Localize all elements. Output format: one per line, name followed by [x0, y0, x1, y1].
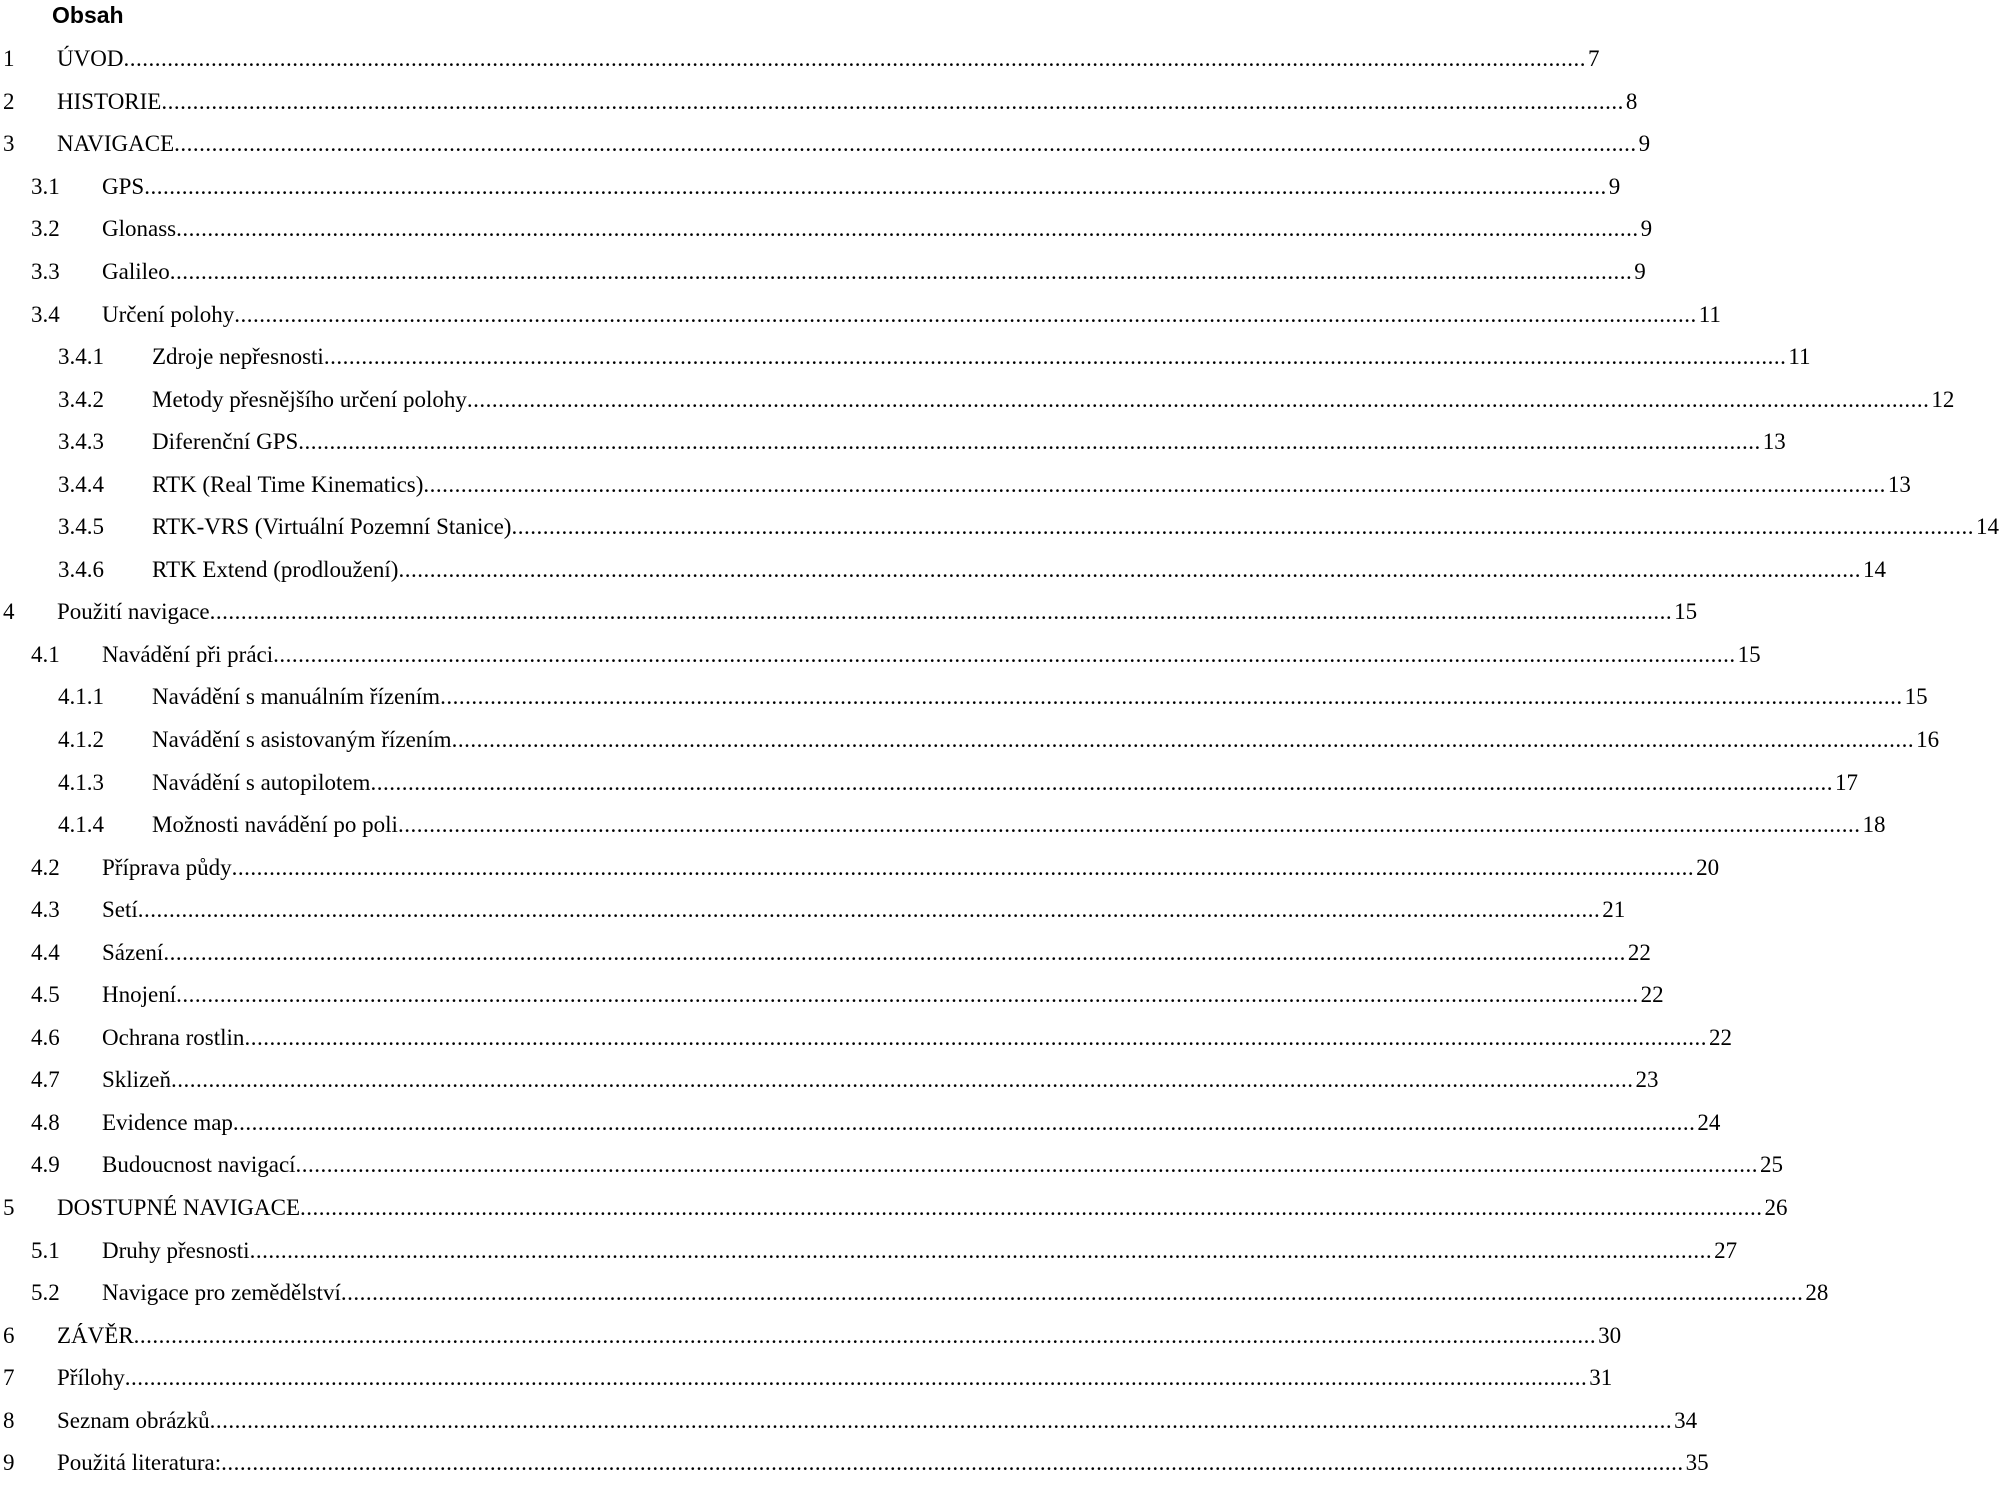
toc-entry-number: 4.1.2 — [58, 727, 104, 753]
toc-entry-line — [102, 1144, 1784, 1187]
toc-entry-page-number: 28 — [1805, 1280, 1829, 1306]
toc-entry-page-number: 15 — [1904, 684, 1928, 710]
toc-entry-dot-leader: .......................................................................................................................................................................................................................................... — [124, 1365, 1588, 1391]
toc-entry-line — [57, 1357, 1613, 1400]
toc-entry-page-number: 14 — [1975, 514, 1999, 540]
toc-entry-line — [152, 336, 1811, 379]
toc-entry-dot-leader: .......................................................................................................................................................................................................................................... — [451, 727, 1915, 753]
toc-entry-number: 4.6 — [31, 1024, 60, 1050]
toc-entry-label: Možnosti navádění po poli — [152, 812, 398, 838]
toc-entry[interactable] — [0, 123, 1651, 166]
toc-entry[interactable] — [0, 1102, 1721, 1145]
toc-entry-dot-leader: .......................................................................................................................................................................................................................................... — [340, 1280, 1804, 1306]
toc-entry-dot-leader: .......................................................................................................................................................................................................................................... — [161, 88, 1624, 114]
toc-entry-label: Budoucnost navigací — [102, 1152, 296, 1178]
toc-entry-dot-leader: .......................................................................................................................................................................................................................................... — [174, 131, 1637, 157]
toc-entry-page-number: 23 — [1635, 1067, 1659, 1093]
toc-entry-page-number: 13 — [1887, 471, 1911, 497]
toc-entry-label: Evidence map — [102, 1109, 233, 1135]
toc-entry-label: Navádění s asistovaným řízením — [152, 727, 452, 753]
toc-entry-line — [152, 506, 1999, 549]
toc-entry-number: 4.1.3 — [58, 769, 104, 795]
toc-entry-dot-leader: .......................................................................................................................................................................................................................................... — [232, 1109, 1696, 1135]
toc-entry[interactable] — [0, 38, 1600, 81]
toc-entry-line — [57, 1400, 1698, 1443]
toc-entry[interactable] — [0, 676, 1928, 719]
toc-entry[interactable] — [0, 591, 1698, 634]
toc-entry[interactable] — [0, 1357, 1613, 1400]
toc-entry-page-number: 35 — [1685, 1450, 1709, 1476]
toc-entry[interactable] — [0, 336, 1811, 379]
toc-entry-page-number: 22 — [1627, 939, 1651, 965]
toc-entry-line — [57, 81, 1638, 124]
toc-entry-label: DOSTUPNÉ NAVIGACE — [57, 1195, 301, 1221]
toc-entry-dot-leader: .......................................................................................................................................................................................................................................... — [133, 1322, 1597, 1348]
toc-entry-label: Navádění při práci — [102, 641, 274, 667]
toc-entry-number: 3.4.5 — [58, 514, 104, 540]
toc-entry-page-number: 16 — [1916, 727, 1940, 753]
toc-entry-label: Příprava půdy — [102, 854, 232, 880]
toc-entry[interactable] — [0, 1314, 1622, 1357]
toc-entry-dot-leader: .......................................................................................................................................................................................................................................... — [244, 1024, 1707, 1050]
toc-entry-page-number: 8 — [1625, 88, 1638, 114]
toc-entry-dot-leader: .......................................................................................................................................................................................................................................... — [440, 684, 1903, 710]
toc-entry-line — [152, 719, 1940, 762]
toc-entry-line — [57, 1314, 1622, 1357]
toc-entry-number: 3.4.4 — [58, 471, 104, 497]
toc-entry[interactable] — [0, 1017, 1732, 1060]
toc-entry[interactable] — [0, 166, 1621, 209]
toc-entry-page-number: 22 — [1708, 1024, 1732, 1050]
toc-entry-dot-leader: .......................................................................................................................................................................................................................................... — [171, 1067, 1634, 1093]
toc-entry-label: Navádění s autopilotem — [152, 769, 371, 795]
toc-entry-line — [152, 549, 1886, 592]
toc-entry-number: 8 — [3, 1407, 15, 1433]
toc-entry-dot-leader: .......................................................................................................................................................................................................................................... — [249, 1237, 1713, 1263]
toc-entry[interactable] — [0, 549, 1886, 592]
toc-entry-line — [57, 123, 1651, 166]
toc-entry-number: 5.2 — [31, 1280, 60, 1306]
toc-entry-number: 3.3 — [31, 259, 60, 284]
toc-entry[interactable] — [0, 208, 1653, 251]
toc-entry-number: 4.2 — [31, 854, 60, 880]
toc-entry-label: Setí — [102, 897, 138, 923]
toc-entry-dot-leader: .......................................................................................................................................................................................................................................... — [398, 556, 1861, 582]
toc-entry-label: RTK-VRS (Virtuální Pozemní Stanice) — [152, 514, 512, 540]
toc-entry-dot-leader: .......................................................................................................................................................................................................................................... — [137, 897, 1601, 923]
toc-entry-page-number: 31 — [1589, 1365, 1613, 1391]
toc-entry-line — [102, 293, 1721, 336]
toc-entry-label: Diferenční GPS — [152, 429, 299, 455]
toc-entry-label: Použití navigace — [57, 599, 210, 625]
toc-entry-dot-leader: .......................................................................................................................................................................................................................................... — [273, 641, 1736, 667]
toc-entry-page-number: 17 — [1834, 769, 1858, 795]
toc-entry-line — [102, 1272, 1829, 1315]
toc-entry-number: 3 — [3, 131, 15, 157]
toc-entry-dot-leader: .......................................................................................................................................................................................................................................... — [234, 301, 1697, 327]
toc-entry-page-number: 11 — [1698, 301, 1721, 327]
toc-entry-number: 4.9 — [31, 1152, 60, 1178]
toc-entry-dot-leader: .......................................................................................................................................................................................................................................... — [231, 854, 1695, 880]
toc-entry[interactable] — [0, 421, 1786, 464]
toc-entry-line — [102, 634, 1761, 677]
toc-entry-number: 4 — [3, 599, 15, 625]
toc-entry-page-number: 9 — [1640, 216, 1653, 242]
toc-entry[interactable] — [0, 1059, 1659, 1102]
toc-entry-page-number: 15 — [1674, 599, 1698, 625]
toc-entry-label: Galileo — [102, 259, 170, 284]
toc-entry-dot-leader: .......................................................................................................................................................................................................................................... — [209, 1407, 1673, 1433]
toc-entry-line — [102, 1102, 1721, 1145]
toc-entry-number: 3.4.6 — [58, 556, 104, 582]
toc-entry-label: Zdroje nepřesnosti — [152, 344, 324, 370]
toc-title: Obsah — [52, 2, 124, 28]
toc-entry-line — [152, 804, 1886, 847]
toc-entry[interactable] — [0, 463, 1911, 506]
toc-entry-dot-leader: .......................................................................................................................................................................................................................................... — [370, 769, 1833, 795]
toc-entry-number: 3.1 — [31, 173, 60, 199]
toc-entry-number: 3.2 — [31, 216, 60, 242]
toc-entry-label: Sklizeň — [102, 1067, 171, 1093]
toc-entry-page-number: 21 — [1602, 897, 1626, 923]
toc-entry-number: 2 — [3, 88, 15, 114]
toc-entry[interactable] — [0, 761, 1858, 804]
toc-entry-number: 3.4.2 — [58, 386, 104, 412]
toc-entry-number: 3.4 — [31, 301, 60, 327]
toc-entry-line — [57, 1187, 1788, 1230]
toc-entry-page-number: 12 — [1931, 386, 1955, 412]
toc-entry[interactable] — [0, 81, 1638, 124]
toc-entry-number: 4.5 — [31, 982, 60, 1008]
toc-entry-label: RTK (Real Time Kinematics) — [152, 471, 424, 497]
toc-entry-line — [57, 591, 1698, 634]
toc-entry-label: Druhy přesnosti — [102, 1237, 250, 1263]
toc-entry-page-number: 11 — [1788, 344, 1811, 370]
toc-entry-page-number: 24 — [1697, 1109, 1721, 1135]
toc-entry-label: RTK Extend (prodloužení) — [152, 556, 399, 582]
toc-entry-page-number: 26 — [1764, 1195, 1788, 1221]
toc-entry[interactable] — [0, 506, 1999, 549]
toc-entry-page-number: 9 — [1638, 131, 1651, 157]
toc-entry-dot-leader: .......................................................................................................................................................................................................................................... — [163, 939, 1626, 965]
toc-entry-label: Sázení — [102, 939, 164, 965]
toc-entry-label: Ochrana rostlin — [102, 1024, 245, 1050]
toc-entry-number: 3.4.3 — [58, 429, 104, 455]
toc-entry-label: Přílohy — [57, 1365, 125, 1391]
toc-entry-number: 4.3 — [31, 897, 60, 923]
toc-entry[interactable] — [0, 889, 1626, 932]
toc-entry-dot-leader: .......................................................................................................................................................................................................................................... — [221, 1450, 1684, 1476]
toc-entry-line — [152, 463, 1911, 506]
toc-entry-line — [102, 974, 1664, 1017]
toc-entry-dot-leader: .......................................................................................................................................................................................................................................... — [397, 812, 1861, 838]
toc-entry-page-number: 7 — [1587, 46, 1600, 72]
toc-entry-line — [152, 421, 1786, 464]
toc-entry-line — [152, 676, 1928, 719]
toc-entry-line — [102, 166, 1621, 209]
toc-entry[interactable] — [0, 931, 1651, 974]
toc-entry-label: HISTORIE — [57, 88, 162, 114]
toc-entry-dot-leader: .......................................................................................................................................................................................................................................... — [176, 216, 1639, 242]
toc-entry-dot-leader: .......................................................................................................................................................................................................................................... — [466, 386, 1930, 412]
toc-entry-number: 4.1.4 — [58, 812, 104, 838]
toc-entry[interactable] — [0, 1272, 1829, 1315]
toc-entry-number: 7 — [3, 1365, 15, 1391]
toc-entry-page-number: 25 — [1760, 1152, 1784, 1178]
toc-entry-page-number: 22 — [1640, 982, 1664, 1008]
toc-entry-page-number: 18 — [1862, 812, 1886, 838]
toc-entry[interactable] — [0, 1400, 1698, 1443]
toc-entry[interactable] — [0, 251, 1646, 294]
toc-entry-label: Hnojení — [102, 982, 177, 1008]
toc-entry-dot-leader: .......................................................................................................................................................................................................................................... — [298, 429, 1761, 455]
toc-entry-dot-leader: .......................................................................................................................................................................................................................................... — [423, 471, 1886, 497]
toc-entry-label: NAVIGACE — [57, 131, 175, 157]
toc-entry[interactable] — [0, 1229, 1738, 1272]
toc-entry-line — [102, 1059, 1659, 1102]
toc-entry-dot-leader: .......................................................................................................................................................................................................................................... — [169, 259, 1633, 284]
toc-entry-number: 6 — [3, 1322, 15, 1348]
toc-entry-line — [152, 761, 1858, 804]
toc-entry-dot-leader: .......................................................................................................................................................................................................................................... — [176, 982, 1639, 1008]
toc-list — [0, 38, 1999, 1485]
toc-entry-page-number: 27 — [1714, 1237, 1738, 1263]
toc-entry-number: 4.7 — [31, 1067, 60, 1093]
toc-entry[interactable] — [0, 1187, 1788, 1230]
toc-entry-number: 3.4.1 — [58, 344, 104, 370]
toc-entry-number: 5 — [3, 1195, 15, 1221]
toc-entry-line — [152, 378, 1955, 421]
toc-entry-page-number: 9 — [1608, 173, 1621, 199]
toc-entry-page-number: 15 — [1737, 641, 1761, 667]
toc-entry-page-number: 34 — [1674, 1407, 1698, 1433]
toc-entry[interactable] — [0, 1144, 1784, 1187]
toc-entry-dot-leader: .......................................................................................................................................................................................................................................... — [123, 46, 1586, 72]
toc-entry-dot-leader: .......................................................................................................................................................................................................................................... — [300, 1195, 1763, 1221]
toc-entry-number: 4.8 — [31, 1109, 60, 1135]
toc-entry-label: ZÁVĚR — [57, 1322, 134, 1348]
toc-entry-dot-leader: .......................................................................................................................................................................................................................................... — [209, 599, 1673, 625]
toc-entry-line — [102, 846, 1720, 889]
toc-entry-label: Seznam obrázků — [57, 1407, 210, 1433]
toc-entry-number: 9 — [3, 1450, 15, 1476]
toc-entry[interactable] — [0, 293, 1721, 336]
toc-entry-label: Použitá literatura: — [57, 1450, 222, 1476]
toc-entry-label: Určení polohy — [102, 301, 235, 327]
toc-entry-page-number: 13 — [1762, 429, 1786, 455]
toc-entry-number: 1 — [3, 46, 15, 72]
toc-entry-line — [102, 208, 1653, 251]
toc-entry-label: Glonass — [102, 216, 177, 242]
toc-entry-line — [102, 1229, 1738, 1272]
toc-entry-label: ÚVOD — [57, 46, 124, 72]
toc-entry[interactable] — [0, 634, 1761, 677]
toc-entry-number: 4.4 — [31, 939, 60, 965]
toc-entry-line — [102, 1017, 1732, 1060]
toc-entry-page-number: 9 — [1634, 259, 1646, 284]
toc-entry-label: Metody přesnějšího určení polohy — [152, 386, 467, 412]
toc-entry[interactable] — [0, 804, 1886, 847]
toc-entry-number: 4.1.1 — [58, 684, 104, 710]
toc-entry-line — [102, 931, 1651, 974]
toc-entry[interactable] — [0, 974, 1664, 1017]
toc-entry-line — [102, 889, 1626, 932]
toc-entry[interactable] — [0, 846, 1720, 889]
toc-entry[interactable] — [0, 1442, 1709, 1485]
toc-entry-number: 5.1 — [31, 1237, 60, 1263]
toc-entry-label: Navigace pro zemědělství — [102, 1280, 341, 1306]
toc-entry-page-number: 30 — [1598, 1322, 1622, 1348]
toc-entry[interactable] — [0, 719, 1940, 762]
toc-entry-label: GPS — [102, 173, 145, 199]
toc-entry-label: Navádění s manuálním řízením — [152, 684, 441, 710]
toc-entry[interactable] — [0, 378, 1955, 421]
toc-entry-dot-leader: .......................................................................................................................................................................................................................................... — [511, 514, 1974, 540]
toc-entry-dot-leader: .......................................................................................................................................................................................................................................... — [323, 344, 1787, 370]
toc-entry-line — [102, 251, 1646, 294]
toc-entry-line — [57, 38, 1600, 81]
toc-entry-page-number: 20 — [1696, 854, 1720, 880]
toc-entry-line — [57, 1442, 1709, 1485]
toc-entry-page-number: 14 — [1862, 556, 1886, 582]
toc-entry-dot-leader: .......................................................................................................................................................................................................................................... — [295, 1152, 1759, 1178]
toc-entry-dot-leader: .......................................................................................................................................................................................................................................... — [144, 173, 1607, 199]
toc-entry-number: 4.1 — [31, 641, 60, 667]
